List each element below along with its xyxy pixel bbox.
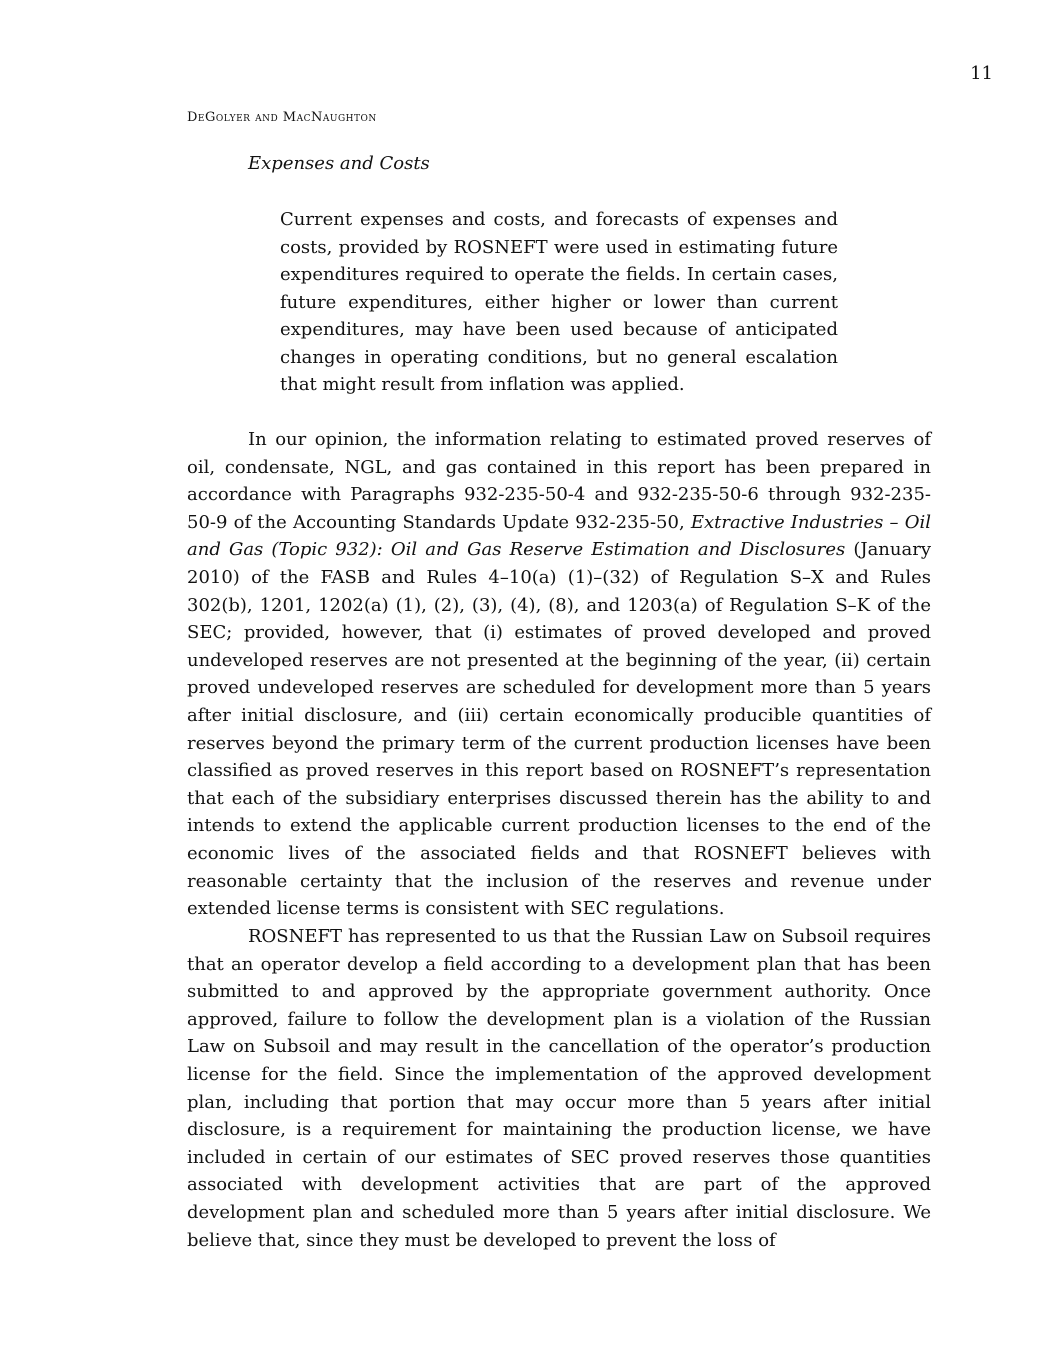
expenses-costs-paragraph: Current expenses and costs, and forecasts of expenses and costs, provided by ROSNEFT were used in estimating future expenditures required to operate the fields. In certain cases, future expenditures, either higher or lower than current expenditures, may have been used because of anticipated changes in operating conditions, but no general escalation that might result from inflation was applied. bbox=[280, 209, 838, 395]
opinion-paragraph bbox=[187, 426, 931, 923]
opinion-text-part1: In our opinion, the information relating to estimated proved reserves of oil, condensate, NGL, and gas contained in this report has been prepared in accordance with Paragraphs 932-235-50-4 and 932-235-50-6 through 932-235-50-9 of the Accounting Standards Update 932-235-50, bbox=[187, 429, 931, 533]
page-number: 11 bbox=[970, 63, 993, 84]
opinion-text-part2: (January 2010) of the FASB and Rules 4–10(a) (1)–(32) of Regulation S–X and Rules 302(b), 1201, 1202(a) (1), (2), (3), (4), (8), and 1203(a) of Regulation S–K of the SEC; provided, however, that (i) estimates of proved developed and proved undeveloped reserves are not presented at the beginning of the year, (ii) certain proved undeveloped reserves are scheduled for development more than 5 years after initial disclosure, and (iii) certain economically producible quantities of reserves beyond the primary term of the current production licenses have been classified as proved reserves in this report based on ROSNEFT’s representation that each of the subsidiary enterprises discussed therein has the ability to and intends to extend the applicable current production licenses to the end of the economic lives of the associated fields and that ROSNEFT believes with reasonable certainty that the inclusion of the reserves and revenue under extended license terms is consistent with SEC regulations. bbox=[187, 539, 931, 920]
section-heading: Expenses and Costs bbox=[248, 153, 430, 174]
firm-header: DeGolyer and MacNaughton bbox=[187, 110, 377, 125]
opinion-italic-title: Extractive Industries – Oil and Gas (Topic 932): Oil and Gas Reserve Estimation and Disclosures bbox=[187, 511, 931, 561]
subsoil-paragraph: ROSNEFT has represented to us that the Russian Law on Subsoil requires that an operator develop a field according to a development plan that has been submitted to and approved by the appropriate government authority. Once approved, failure to follow the development plan is a violation of the Russian Law on Subsoil and may result in the cancellation of the operator’s production license for the field. Since the implementation of the approved development plan, including that portion that may occur more than 5 years after initial disclosure, is a requirement for maintaining the production license, we have included in certain of our estimates of SEC proved reserves those quantities associated with development activities that are part of the approved development plan and scheduled more than 5 years after initial disclosure. We believe that, since they must be developed to prevent the loss of bbox=[187, 926, 931, 1251]
